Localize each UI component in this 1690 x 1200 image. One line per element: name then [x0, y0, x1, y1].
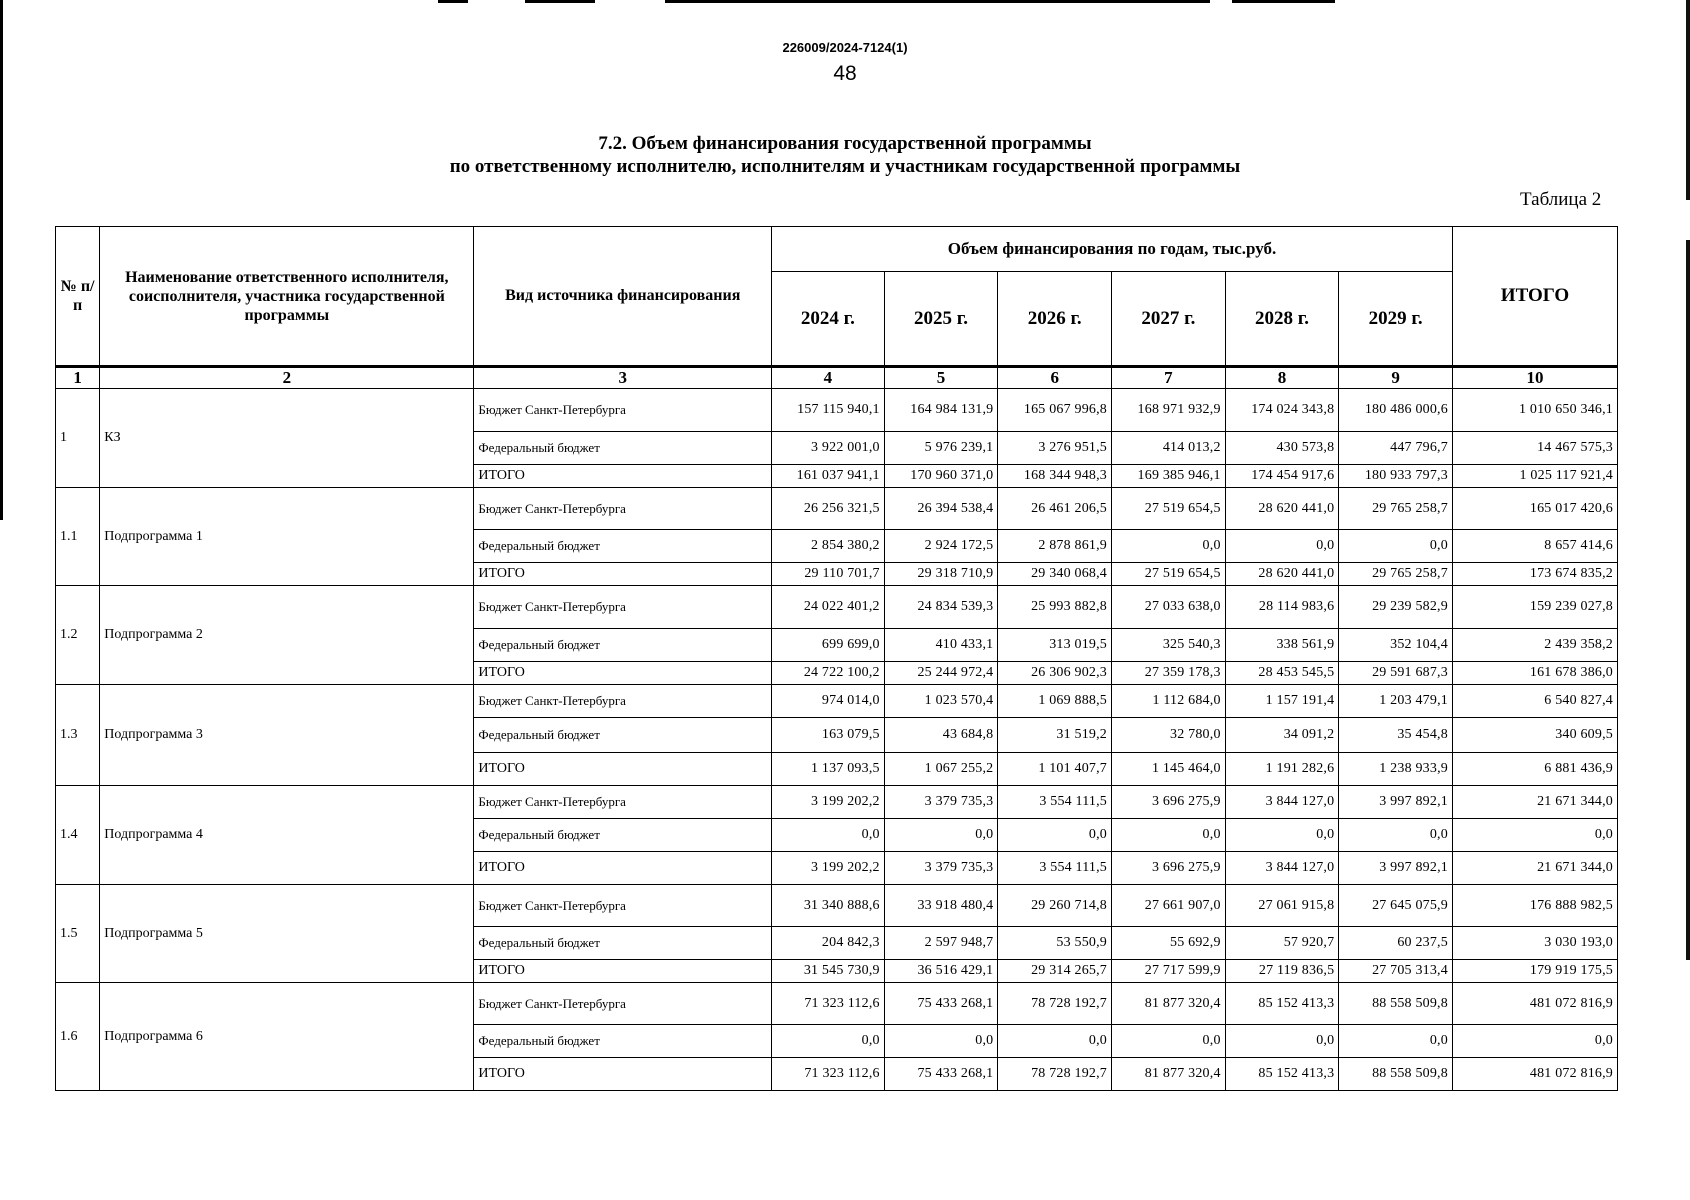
year-value: 55 692,9 [1112, 927, 1226, 960]
year-value: 3 844 127,0 [1225, 852, 1339, 885]
year-value: 430 573,8 [1225, 432, 1339, 465]
column-number-row [56, 367, 1618, 389]
funding-source: Федеральный бюджет [474, 530, 772, 563]
year-value: 75 433 268,1 [884, 1058, 998, 1091]
source-total: ИТОГО [474, 563, 772, 586]
year-value: 0,0 [1112, 530, 1226, 563]
year-value: 157 115 940,1 [772, 389, 885, 432]
source-total: ИТОГО [474, 753, 772, 786]
year-value: 0,0 [884, 819, 998, 852]
table-row [56, 885, 1618, 927]
year-value: 26 394 538,4 [884, 488, 998, 530]
page-title [0, 132, 1690, 178]
table-row [56, 586, 1618, 629]
year-value: 28 453 545,5 [1225, 662, 1339, 685]
funding-source: Бюджет Санкт-Петербурга [474, 488, 772, 530]
year-value: 3 844 127,0 [1225, 786, 1339, 819]
year-value: 3 696 275,9 [1112, 786, 1226, 819]
row-total-value: 8 657 414,6 [1452, 530, 1617, 563]
year-value: 27 033 638,0 [1112, 586, 1226, 629]
column-number: 10 [1452, 367, 1617, 389]
row-total-value: 1 010 650 346,1 [1452, 389, 1617, 432]
header-volume: Объем финансирования по годам, тыс.руб. [772, 227, 1453, 272]
year-value: 60 237,5 [1339, 927, 1453, 960]
row-total-value: 165 017 420,6 [1452, 488, 1617, 530]
row-total-value: 1 025 117 921,4 [1452, 465, 1617, 488]
year-value: 3 379 735,3 [884, 786, 998, 819]
row-index: 1.3 [56, 685, 100, 786]
year-value: 24 834 539,3 [884, 586, 998, 629]
year-value: 2 924 172,5 [884, 530, 998, 563]
column-number: 2 [100, 367, 474, 389]
row-total-value: 21 671 344,0 [1452, 852, 1617, 885]
year-value: 170 960 371,0 [884, 465, 998, 488]
year-value: 174 024 343,8 [1225, 389, 1339, 432]
year-value: 35 454,8 [1339, 718, 1453, 753]
year-value: 27 519 654,5 [1112, 488, 1226, 530]
year-value: 85 152 413,3 [1225, 983, 1339, 1025]
year-value: 0,0 [1339, 1025, 1453, 1058]
funding-source: Федеральный бюджет [474, 718, 772, 753]
year-value: 0,0 [998, 819, 1112, 852]
scan-top-line [1232, 0, 1335, 3]
funding-source: Федеральный бюджет [474, 432, 772, 465]
header-year: 2028 г. [1225, 272, 1339, 367]
year-value: 3 997 892,1 [1339, 852, 1453, 885]
year-value: 24 722 100,2 [772, 662, 885, 685]
year-value: 169 385 946,1 [1112, 465, 1226, 488]
row-total-value: 21 671 344,0 [1452, 786, 1617, 819]
year-value: 0,0 [1112, 1025, 1226, 1058]
funding-source: Бюджет Санкт-Петербурга [474, 389, 772, 432]
year-value: 27 705 313,4 [1339, 960, 1453, 983]
scan-edge-right [1686, 240, 1690, 960]
year-value: 33 918 480,4 [884, 885, 998, 927]
column-number: 4 [772, 367, 885, 389]
header-source: Вид источника финансирования [474, 227, 772, 367]
table-row [56, 685, 1618, 718]
year-value: 410 433,1 [884, 629, 998, 662]
year-value: 1 112 684,0 [1112, 685, 1226, 718]
year-value: 88 558 509,8 [1339, 983, 1453, 1025]
year-value: 5 976 239,1 [884, 432, 998, 465]
funding-source: Федеральный бюджет [474, 927, 772, 960]
header-year: 2027 г. [1112, 272, 1226, 367]
year-value: 85 152 413,3 [1225, 1058, 1339, 1091]
year-value: 3 379 735,3 [884, 852, 998, 885]
year-value: 29 314 265,7 [998, 960, 1112, 983]
year-value: 24 022 401,2 [772, 586, 885, 629]
row-total-value: 0,0 [1452, 1025, 1617, 1058]
year-value: 1 069 888,5 [998, 685, 1112, 718]
year-value: 1 191 282,6 [1225, 753, 1339, 786]
year-value: 71 323 112,6 [772, 983, 885, 1025]
column-number: 9 [1339, 367, 1453, 389]
year-value: 27 661 907,0 [1112, 885, 1226, 927]
year-value: 31 340 888,6 [772, 885, 885, 927]
year-value: 313 019,5 [998, 629, 1112, 662]
year-value: 3 199 202,2 [772, 852, 885, 885]
scan-top-line [525, 0, 595, 3]
year-value: 2 597 948,7 [884, 927, 998, 960]
title-line-1: 7.2. Объем финансирования государственной программы [598, 133, 1092, 154]
year-value: 0,0 [884, 1025, 998, 1058]
year-value: 27 359 178,3 [1112, 662, 1226, 685]
year-value: 29 318 710,9 [884, 563, 998, 586]
year-value: 0,0 [1112, 819, 1226, 852]
year-value: 0,0 [1339, 530, 1453, 563]
year-value: 36 516 429,1 [884, 960, 998, 983]
table-body [56, 367, 1618, 1091]
table-label: Таблица 2 [1520, 189, 1602, 210]
year-value: 0,0 [772, 1025, 885, 1058]
column-number: 5 [884, 367, 998, 389]
year-value: 28 114 983,6 [1225, 586, 1339, 629]
funding-source: Бюджет Санкт-Петербурга [474, 586, 772, 629]
year-value: 29 765 258,7 [1339, 563, 1453, 586]
funding-source: Федеральный бюджет [474, 629, 772, 662]
year-value: 0,0 [998, 1025, 1112, 1058]
year-value: 180 933 797,3 [1339, 465, 1453, 488]
year-value: 3 696 275,9 [1112, 852, 1226, 885]
year-value: 29 591 687,3 [1339, 662, 1453, 685]
year-value: 1 145 464,0 [1112, 753, 1226, 786]
row-total-value: 340 609,5 [1452, 718, 1617, 753]
year-value: 29 110 701,7 [772, 563, 885, 586]
year-value: 78 728 192,7 [998, 1058, 1112, 1091]
year-value: 28 620 441,0 [1225, 488, 1339, 530]
funding-source: Бюджет Санкт-Петербурга [474, 885, 772, 927]
year-value: 29 260 714,8 [998, 885, 1112, 927]
year-value: 75 433 268,1 [884, 983, 998, 1025]
funding-source: Бюджет Санкт-Петербурга [474, 786, 772, 819]
year-value: 29 340 068,4 [998, 563, 1112, 586]
year-value: 325 540,3 [1112, 629, 1226, 662]
source-total: ИТОГО [474, 662, 772, 685]
row-total-value: 6 540 827,4 [1452, 685, 1617, 718]
row-index: 1.2 [56, 586, 100, 685]
year-value: 28 620 441,0 [1225, 563, 1339, 586]
source-total: ИТОГО [474, 960, 772, 983]
header-total: ИТОГО [1452, 227, 1617, 367]
year-value: 53 550,9 [998, 927, 1112, 960]
year-value: 1 067 255,2 [884, 753, 998, 786]
table-row [56, 389, 1618, 432]
year-value: 81 877 320,4 [1112, 1058, 1226, 1091]
year-value: 3 554 111,5 [998, 786, 1112, 819]
table-header [56, 227, 1618, 367]
year-value: 180 486 000,6 [1339, 389, 1453, 432]
source-total: ИТОГО [474, 1058, 772, 1091]
executor-name: Подпрограмма 2 [100, 586, 474, 685]
year-value: 88 558 509,8 [1339, 1058, 1453, 1091]
column-number: 8 [1225, 367, 1339, 389]
year-value: 2 878 861,9 [998, 530, 1112, 563]
row-total-value: 2 439 358,2 [1452, 629, 1617, 662]
year-value: 352 104,4 [1339, 629, 1453, 662]
row-total-value: 161 678 386,0 [1452, 662, 1617, 685]
year-value: 699 699,0 [772, 629, 885, 662]
year-value: 161 037 941,1 [772, 465, 885, 488]
year-value: 32 780,0 [1112, 718, 1226, 753]
row-total-value: 14 467 575,3 [1452, 432, 1617, 465]
row-index: 1.5 [56, 885, 100, 983]
page-number: 48 [833, 62, 857, 85]
year-value: 1 238 933,9 [1339, 753, 1453, 786]
row-index: 1 [56, 389, 100, 488]
year-value: 3 922 001,0 [772, 432, 885, 465]
year-value: 168 971 932,9 [1112, 389, 1226, 432]
year-value: 26 461 206,5 [998, 488, 1112, 530]
year-value: 3 199 202,2 [772, 786, 885, 819]
year-value: 0,0 [772, 819, 885, 852]
year-value: 2 854 380,2 [772, 530, 885, 563]
year-value: 71 323 112,6 [772, 1058, 885, 1091]
row-total-value: 481 072 816,9 [1452, 983, 1617, 1025]
row-total-value: 159 239 027,8 [1452, 586, 1617, 629]
year-value: 43 684,8 [884, 718, 998, 753]
scan-top-line [438, 0, 468, 3]
row-total-value: 176 888 982,5 [1452, 885, 1617, 927]
year-value: 168 344 948,3 [998, 465, 1112, 488]
year-value: 78 728 192,7 [998, 983, 1112, 1025]
year-value: 164 984 131,9 [884, 389, 998, 432]
executor-name: Подпрограмма 5 [100, 885, 474, 983]
year-value: 26 306 902,3 [998, 662, 1112, 685]
year-value: 1 203 479,1 [1339, 685, 1453, 718]
row-index: 1.1 [56, 488, 100, 586]
year-value: 0,0 [1225, 819, 1339, 852]
row-total-value: 481 072 816,9 [1452, 1058, 1617, 1091]
year-value: 57 920,7 [1225, 927, 1339, 960]
row-index: 1.4 [56, 786, 100, 885]
year-value: 0,0 [1225, 530, 1339, 563]
year-value: 165 067 996,8 [998, 389, 1112, 432]
funding-source: Бюджет Санкт-Петербурга [474, 983, 772, 1025]
header-year: 2025 г. [884, 272, 998, 367]
year-value: 3 554 111,5 [998, 852, 1112, 885]
row-total-value: 173 674 835,2 [1452, 563, 1617, 586]
year-value: 31 545 730,9 [772, 960, 885, 983]
source-total: ИТОГО [474, 852, 772, 885]
table-row [56, 488, 1618, 530]
funding-source: Федеральный бюджет [474, 1025, 772, 1058]
year-value: 27 119 836,5 [1225, 960, 1339, 983]
executor-name: Подпрограмма 4 [100, 786, 474, 885]
scan-top-line [665, 0, 1210, 3]
year-value: 414 013,2 [1112, 432, 1226, 465]
table-row [56, 983, 1618, 1025]
year-value: 25 993 882,8 [998, 586, 1112, 629]
year-value: 447 796,7 [1339, 432, 1453, 465]
year-value: 27 645 075,9 [1339, 885, 1453, 927]
header-year: 2026 г. [998, 272, 1112, 367]
source-total: ИТОГО [474, 465, 772, 488]
year-value: 0,0 [1339, 819, 1453, 852]
row-total-value: 0,0 [1452, 819, 1617, 852]
executor-name: Подпрограмма 6 [100, 983, 474, 1091]
row-total-value: 6 881 436,9 [1452, 753, 1617, 786]
year-value: 31 519,2 [998, 718, 1112, 753]
executor-name: Подпрограмма 3 [100, 685, 474, 786]
year-value: 25 244 972,4 [884, 662, 998, 685]
year-value: 1 137 093,5 [772, 753, 885, 786]
year-value: 27 519 654,5 [1112, 563, 1226, 586]
column-number: 6 [998, 367, 1112, 389]
column-number: 1 [56, 367, 100, 389]
document-id: 226009/2024-7124(1) [782, 40, 908, 55]
year-value: 27 061 915,8 [1225, 885, 1339, 927]
executor-name: КЗ [100, 389, 474, 488]
year-value: 1 101 407,7 [998, 753, 1112, 786]
title-line-2: по ответственному исполнителю, исполнителям и участникам государственной программы [449, 156, 1241, 177]
year-value: 3 997 892,1 [1339, 786, 1453, 819]
financing-table [55, 226, 1618, 1091]
year-value: 1 157 191,4 [1225, 685, 1339, 718]
year-value: 26 256 321,5 [772, 488, 885, 530]
year-value: 29 765 258,7 [1339, 488, 1453, 530]
row-total-value: 179 919 175,5 [1452, 960, 1617, 983]
year-value: 204 842,3 [772, 927, 885, 960]
year-value: 27 717 599,9 [1112, 960, 1226, 983]
executor-name: Подпрограмма 1 [100, 488, 474, 586]
year-value: 174 454 917,6 [1225, 465, 1339, 488]
year-value: 34 091,2 [1225, 718, 1339, 753]
year-value: 29 239 582,9 [1339, 586, 1453, 629]
year-value: 81 877 320,4 [1112, 983, 1226, 1025]
row-total-value: 3 030 193,0 [1452, 927, 1617, 960]
year-value: 163 079,5 [772, 718, 885, 753]
header-year: 2029 г. [1339, 272, 1453, 367]
year-value: 338 561,9 [1225, 629, 1339, 662]
row-index: 1.6 [56, 983, 100, 1091]
funding-source: Бюджет Санкт-Петербурга [474, 685, 772, 718]
table-row [56, 786, 1618, 819]
year-value: 0,0 [1225, 1025, 1339, 1058]
header-year: 2024 г. [772, 272, 885, 367]
header-name: Наименование ответственного исполнителя, соисполнителя, участника государственной программы [100, 227, 474, 367]
header-num: № п/п [56, 227, 100, 367]
column-number: 7 [1112, 367, 1226, 389]
funding-source: Федеральный бюджет [474, 819, 772, 852]
year-value: 3 276 951,5 [998, 432, 1112, 465]
column-number: 3 [474, 367, 772, 389]
year-value: 1 023 570,4 [884, 685, 998, 718]
year-value: 974 014,0 [772, 685, 885, 718]
